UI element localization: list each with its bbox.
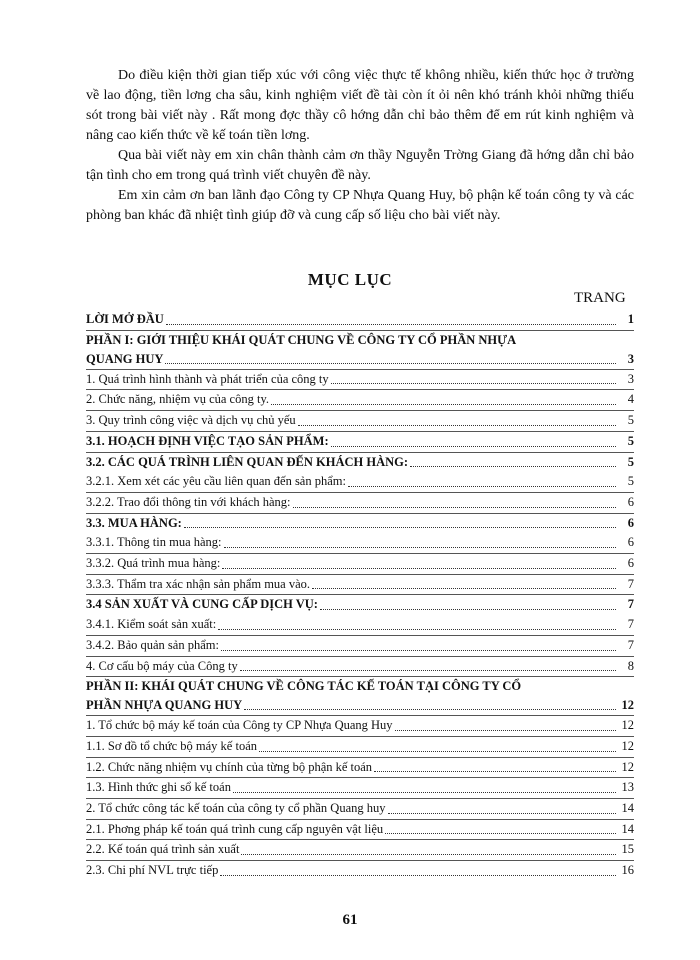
- toc-entry-text: PHẦN II: KHÁI QUÁT CHUNG VỀ CÔNG TÁC KẾ TOÁN TẠI CÔNG TY CỔ: [86, 679, 522, 694]
- toc-leader-dots: [312, 588, 616, 589]
- toc-entry-text: 2. Chức năng, nhiệm vụ của công ty.: [86, 392, 270, 407]
- toc-leader-dots: [224, 547, 616, 548]
- toc-entry: [86, 310, 634, 330]
- toc-entry: [86, 513, 634, 534]
- toc-entry: [86, 594, 634, 615]
- toc-title: MỤC LỤC: [307, 270, 393, 289]
- toc-entry-page: 5: [627, 413, 634, 428]
- toc-entry-text: 1. Tổ chức bộ máy kế toán của Công ty CP Nhựa Quang Huy: [86, 718, 393, 733]
- toc-entry-text: LỜI MỞ ĐẦU: [86, 312, 164, 326]
- toc-entry-text: 3.2.2. Trao đổi thông tin với khách hàng:: [86, 494, 291, 509]
- toc-leader-dots: [298, 425, 616, 426]
- toc-entry-text-cont: PHẦN NHỰA QUANG HUY: [86, 698, 243, 713]
- toc-entry-text: 3.3. MUA HÀNG:: [86, 515, 182, 530]
- toc-entry: [86, 656, 634, 677]
- toc-entry-page: 5: [627, 454, 634, 469]
- toc-entry-page: 14: [621, 821, 634, 836]
- toc-entry: [86, 533, 634, 553]
- toc-entry-text: 3.4 SẢN XUẤT VÀ CUNG CẤP DỊCH VỤ:: [86, 597, 318, 612]
- toc-entry: [86, 777, 634, 798]
- toc-leader-dots: [374, 771, 616, 772]
- toc-page-column-label: TRANG: [574, 290, 626, 306]
- toc-leader-dots: [320, 609, 616, 610]
- toc-entry-text: 1. Quá trình hình thành và phát triển của công ty: [86, 371, 329, 386]
- toc-entry-page: 5: [627, 474, 634, 489]
- toc-entry: [86, 635, 634, 656]
- toc-leader-dots: [221, 650, 616, 651]
- toc-entry: [86, 798, 634, 819]
- toc-entry-text: 1.3. Hình thức ghi sổ kế toán: [86, 780, 231, 795]
- toc-entry-text: 3. Quy trình công việc và dịch vụ chủ yếu: [86, 413, 296, 428]
- toc-entry-text: PHẦN I: GIỚI THIỆU KHÁI QUÁT CHUNG VỀ CÔNG TY CỔ PHẦN NHỰA: [86, 332, 517, 347]
- toc-leader-dots: [395, 730, 616, 731]
- toc-entry: [86, 819, 634, 840]
- toc-entry-page: 3: [627, 351, 634, 366]
- intro-paragraph-2: Qua bài viết này em xin chân thành cảm ơn thầy Nguyễn Trờng Giang đã hớng dẫn chỉ bảo tận tình cho em trong quá trình viết chuyên đề này.: [86, 148, 634, 183]
- toc-leader-dots: [240, 670, 616, 671]
- toc-entry-text: 3.2.1. Xem xét các yêu cầu liên quan đến sản phẩm:: [86, 474, 346, 489]
- toc-entry: [86, 715, 634, 736]
- toc-entry-page: 6: [627, 556, 634, 571]
- table-of-contents: [86, 310, 634, 881]
- toc-entry-text: 3.3.3. Thẩm tra xác nhận sản phẩm mua vào.: [86, 576, 311, 591]
- toc-entry: [86, 574, 634, 595]
- toc-entry-text: 3.3.2. Quá trình mua hàng:: [86, 556, 221, 571]
- toc-leader-dots: [220, 875, 616, 876]
- toc-entry-page: 5: [627, 433, 634, 448]
- toc-entry-page: 3: [627, 371, 634, 386]
- toc-entry-text: 3.3.1. Thông tin mua hàng:: [86, 535, 222, 550]
- toc-entry-page: 7: [627, 576, 634, 591]
- toc-entry-page: 6: [627, 515, 634, 530]
- toc-entry-page: 7: [627, 637, 634, 652]
- toc-leader-dots: [385, 833, 616, 834]
- toc-leader-dots: [218, 629, 616, 630]
- toc-entry: [86, 452, 634, 473]
- toc-leader-dots: [293, 507, 616, 508]
- toc-entry: [86, 615, 634, 635]
- toc-entry: [86, 410, 634, 431]
- toc-entry-text: 3.1. HOẠCH ĐỊNH VIỆC TẠO SẢN PHẨM:: [86, 433, 329, 448]
- toc-entry: [86, 736, 634, 757]
- toc-entry: [86, 757, 634, 778]
- intro-paragraph-3: Em xin cảm ơn ban lãnh đạo Công ty CP Nhựa Quang Huy, bộ phận kế toán công ty và các phòng ban khác đã nhiệt tình giúp đỡ và cung cấp số liệu cho bài viết này.: [86, 188, 634, 223]
- toc-leader-dots: [331, 383, 616, 384]
- toc-leader-dots: [331, 446, 616, 447]
- toc-entry-text: 2.1. Phơng pháp kế toán quá trình cung cấp nguyên vật liệu: [86, 821, 384, 836]
- intro-paragraph-1: Do điều kiện thời gian tiếp xúc với công việc thực tế không nhiều, kiến thức học ở trường về lao động, tiền lơng cha sâu, kinh nghiệm viết đề tài còn ít ỏi nên khó tránh khỏi những thiếu sót trong bài viết này . Rất mong đợc thầy cô hớng dẫn chỉ bảo thêm để em rút kinh nghiệm và nâng cao kiến thức về kế toán tiền lơng.: [86, 68, 634, 143]
- toc-leader-dots: [166, 324, 616, 325]
- toc-entry-page: 6: [627, 535, 634, 550]
- toc-entry: [86, 389, 634, 410]
- toc-entry-page: 12: [621, 759, 634, 774]
- toc-entry-page: 8: [627, 658, 634, 673]
- toc-leader-dots: [222, 568, 616, 569]
- toc-entry: [86, 330, 634, 369]
- toc-leader-dots: [388, 813, 616, 814]
- toc-entry: [86, 860, 634, 881]
- toc-leader-dots: [271, 404, 616, 405]
- toc-leader-dots: [165, 363, 616, 364]
- toc-entry: [86, 492, 634, 513]
- toc-entry-text: 2.2. Kế toán quá trình sản xuất: [86, 842, 240, 857]
- toc-leader-dots: [233, 792, 616, 793]
- toc-entry-page: 1: [627, 312, 634, 326]
- toc-entry-page: 7: [627, 617, 634, 632]
- toc-entry-text: 2. Tổ chức công tác kế toán của công ty cổ phần Quang huy: [86, 801, 386, 816]
- toc-entry-page: 16: [621, 863, 634, 878]
- toc-entry: [86, 553, 634, 574]
- toc-entry-text: 2.3. Chi phí NVL trực tiếp: [86, 863, 219, 878]
- toc-entry-text: 3.2. CÁC QUÁ TRÌNH LIÊN QUAN ĐẾN KHÁCH HÀNG:: [86, 454, 409, 469]
- toc-entry-page: 14: [621, 801, 634, 816]
- page-number: 61: [342, 912, 358, 928]
- toc-entry-page: 15: [621, 842, 634, 857]
- toc-entry-text-cont: QUANG HUY: [86, 351, 164, 366]
- toc-entry-text: 3.4.2. Bảo quản sản phẩm:: [86, 637, 219, 652]
- toc-entry-text: 1.2. Chức năng nhiệm vụ chính của từng bộ phận kế toán: [86, 759, 373, 774]
- toc-entry: [86, 839, 634, 860]
- toc-entry: [86, 369, 634, 390]
- toc-entry: [86, 472, 634, 492]
- toc-entry-page: 12: [621, 718, 634, 733]
- toc-entry-text: 1.1. Sơ đồ tổ chức bộ máy kế toán: [86, 738, 257, 753]
- toc-leader-dots: [244, 709, 616, 710]
- toc-entry-page: 6: [627, 494, 634, 509]
- toc-entry-text: 3.4.1. Kiểm soát sản xuất:: [86, 617, 217, 632]
- toc-leader-dots: [410, 466, 616, 467]
- toc-leader-dots: [184, 527, 616, 528]
- toc-entry-text: 4. Cơ cấu bộ máy của Công ty: [86, 658, 238, 673]
- toc-entry: [86, 676, 634, 715]
- toc-entry-page: 13: [621, 780, 634, 795]
- toc-entry-page: 12: [621, 698, 634, 713]
- toc-leader-dots: [241, 854, 616, 855]
- intro-paragraphs: [86, 66, 634, 226]
- toc-entry: [86, 431, 634, 452]
- toc-leader-dots: [259, 751, 616, 752]
- toc-entry-page: 12: [621, 738, 634, 753]
- toc-entry-page: 7: [627, 597, 634, 612]
- toc-leader-dots: [348, 486, 616, 487]
- toc-entry-page: 4: [627, 392, 634, 407]
